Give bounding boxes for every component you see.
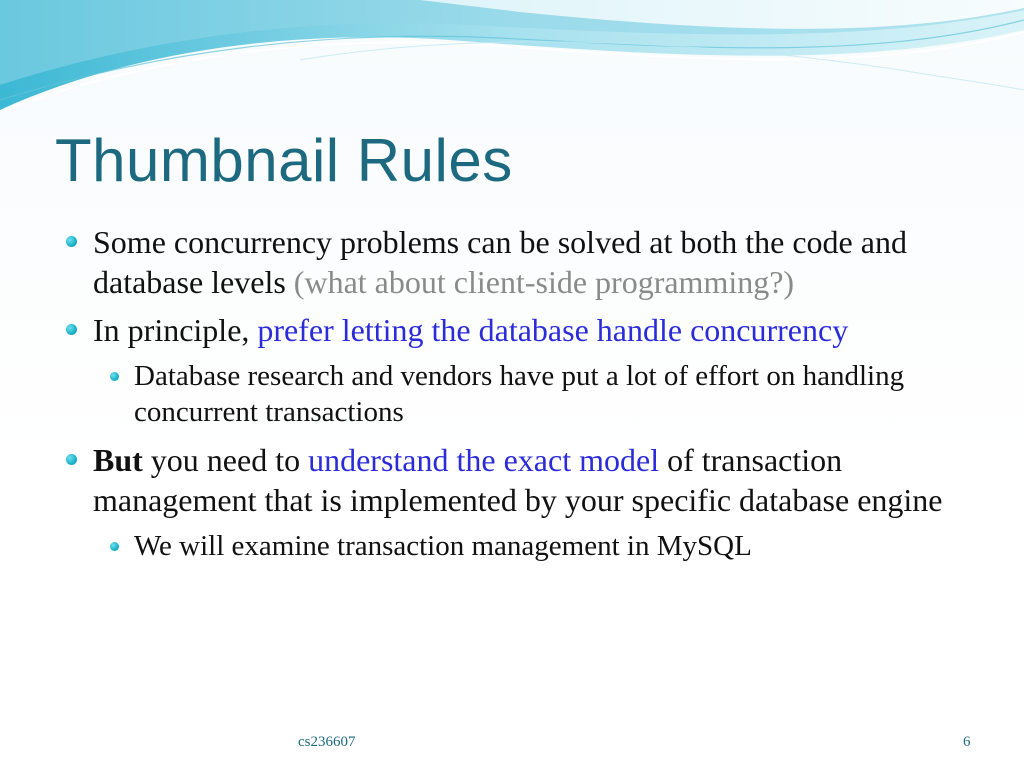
sub-bullet-item (62, 528, 982, 564)
header-wave-decoration (0, 0, 1024, 130)
aside-text: (what about client-side programming?) (293, 264, 795, 300)
bullet-dot-icon (66, 236, 77, 247)
bullet-text: Some concurrency problems can be solved at both the code and database levels (93, 224, 907, 300)
bold-text: But (93, 442, 143, 478)
sub-bullet-text: We will examine transaction management in MySQL (134, 530, 752, 562)
slide-title: Thumbnail Rules (55, 127, 513, 194)
bullet-item (62, 310, 982, 350)
footer-page-number: 6 (963, 734, 971, 750)
emphasis-text: understand the exact model (308, 442, 660, 478)
emphasis-text: prefer letting the database handle concurrency (257, 312, 849, 348)
sub-bullet-item (62, 358, 982, 430)
slide-content (62, 222, 982, 574)
footer-course-label: cs236607 (298, 734, 356, 750)
bullet-text: In principle, (93, 312, 258, 348)
bullet-list (62, 222, 982, 564)
bullet-dot-icon (66, 454, 77, 465)
bullet-dot-icon (66, 324, 77, 335)
bullet-item (62, 222, 982, 302)
sub-bullet-dot-icon (110, 372, 119, 381)
bullet-text: of transaction management that is implemented by your specific database engine (93, 442, 943, 518)
sub-bullet-dot-icon (110, 542, 119, 551)
bullet-text: you need to (142, 442, 309, 478)
bullet-item (62, 440, 982, 520)
sub-bullet-text: Database research and vendors have put a lot of effort on handling concurrent transactions (134, 360, 905, 428)
